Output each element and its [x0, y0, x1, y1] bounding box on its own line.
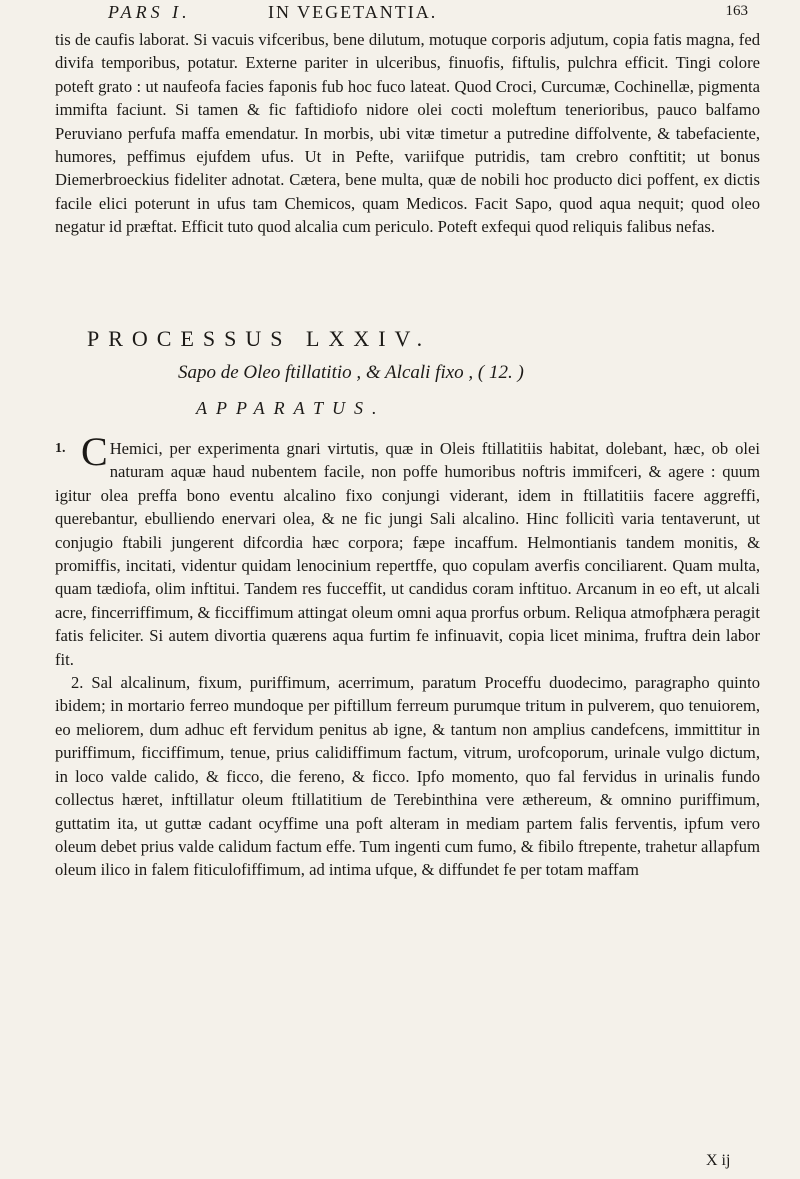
intro-block	[55, 28, 760, 239]
page-number: 163	[725, 3, 748, 19]
sections-block	[55, 429, 760, 882]
apparatus-heading: APPARATUS.	[196, 398, 386, 418]
header-part: PARS I.	[108, 2, 191, 22]
intro-paragraph: tis de caufis laborat. Si vacuis vifceribus, bene dilutum, motuque corporis adjutum, copia fatis magna, fed divifa temporibus, potatur. Externe pariter in ulceribus, finuofis, fiftulis, pulchra efficit. Tingi colore poteft grato : ut naufeofa facies faponis fub hoc fuco lateat. Quod Croci, Curcumæ, Cochinellæ, pigmenta immifta faciunt. Si tamen & fic faftidiofo nidore olei cocti moleftum tenerioribus, pauco balfamo Peruviano perfufa maffa emendatur. In morbis, ubi vitæ timetur a putredine diffolvente, & tabefaciente, humores, peffimus ejufdem ufus. Ut in Pefte, variifque putridis, tam crebro conftitit; ut bonus Diemerbroeckius fideliter adnotat. Cætera, bene multa, quæ de nobili hoc producto dici poffent, ex dictis facile elici poterunt in ufus tam Chemicos, quam Medicos. Facit Sapo, quod aqua nequit; quod oleo negatur id præftat. Efficit tuto quod alcalia cum periculo. Poteft exfequi quod reliquis falibus nefas.	[55, 30, 760, 237]
header-title: IN VEGETANTIA.	[268, 2, 438, 22]
process-heading: PROCESSUS LXXIV.	[87, 326, 432, 351]
section-1	[55, 429, 760, 671]
drop-cap: C	[81, 429, 108, 474]
section-1-number: 1.	[55, 441, 66, 456]
section-2: 2. Sal alcalinum, fixum, puriffimum, acerrimum, paratum Proceffu duodecimo, paragrapho quinto ibidem; in mortario ferreo mundoque per piftillum ferreum purumque tritum in pulverem, quo tenuiorem, eo meliorem, dum adhuc eft fervidum penitus ab igne, & tantum non amplius candefcens, immittitur in puriffimum, ficciffimum, tenue, prius calidiffimum factum, vitrum, urofcoporum, urinale vulgo dictum, in loco valde calido, & ficco, die fereno, & ficco. Ipfo momento, quo fal fervidus in urinalis fundo collectus hæret, inftillatur oleum ftillatitium de Terebinthina vere æthereum, & omnino puriffimum, guttatim ita, ut guttæ cadant ocyffime una poft alteram in mediam partem falis ferventis, ipfum vero oleum debet prius valde calidum factum effe. Tum ingenti cum fumo, & fibilo ftrepente, trahetur allapfum oleum ilico in falem fiticulofiffimum, ad intima ufque, & diffundet fe per totam maffam	[55, 673, 760, 880]
process-subtitle: Sapo de Oleo ftillatitio , & Alcali fixo , ( 12. )	[178, 362, 524, 383]
running-header	[108, 2, 748, 24]
section-1-text: Hemici, per experimenta gnari virtutis, quæ in Oleis ftillatitiis habitat, dolebant, hæc, ob olei naturam aquæ haud nubentem facile, non poffe humoribus noftris immifceri, & agere : quum igitur olea preffa bono eventu alcalino fixo conjungi viderant, idem in ftillatitiis facere aggreffi, querebantur, ebulliendo enervari olea, & ne fic jungi Sali alcalino. Hinc follicitì varia tentaverunt, ut conjugio ftabili jungerent difcordia hæc corpora; fæpe incaffum. Helmontianis tandem monitis, & promiffis, incitati, videntur quidam lenocinium repertffe, quo copulam averfis conciliarent. Quam multa, quam tædiofa, olim inftitui. Tandem res fucceffit, ut candidus coram inftituo. Arcanum in eo eft, ut alcali acre, fincerriffimum, & ficciffimum attingat oleum omni aqua prorfus orbum. Reliqua atmofphæra peragit fatis feliciter. Si autem divortia quærens aqua furtim fe infinuavit, copia licet minima, fruftra dein labor fit.	[55, 439, 760, 669]
signature-mark: X ij	[706, 1152, 731, 1169]
